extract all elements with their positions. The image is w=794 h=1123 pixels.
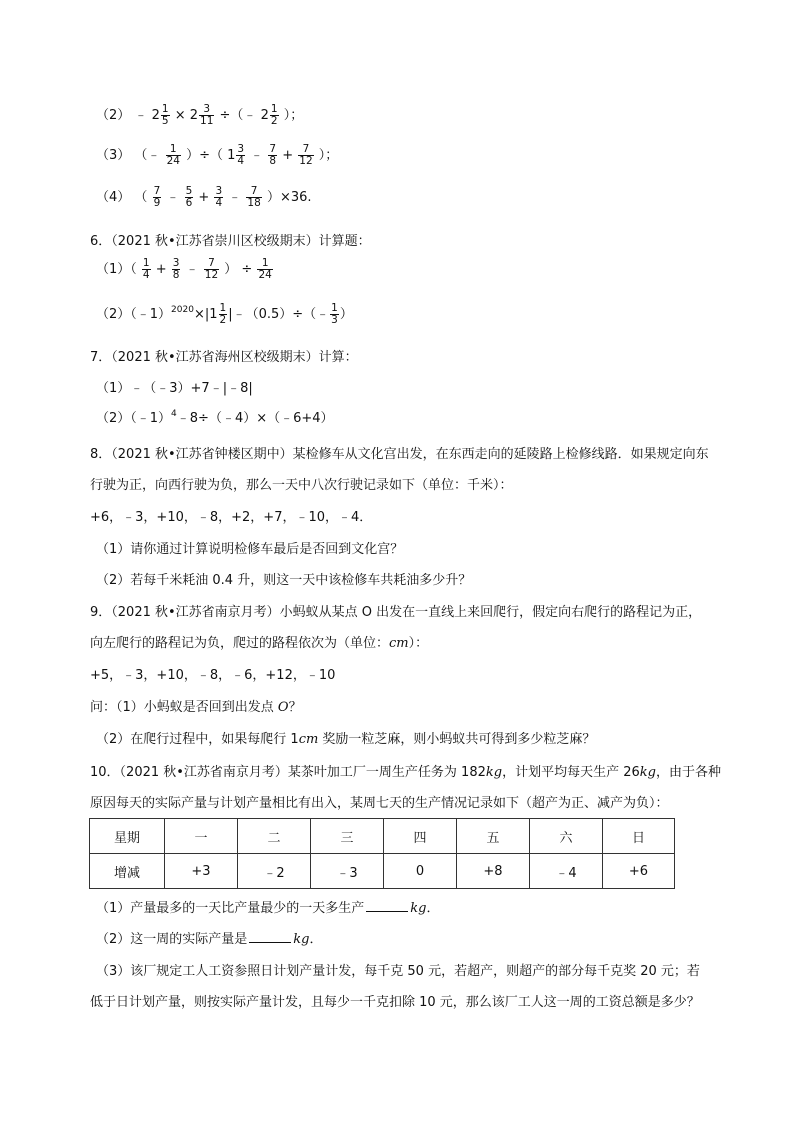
q10-sub3-line2: 低于日计划产量，则按实际产量计发，且每少一千克扣除 10 元，那么该厂工人这一周的工资总额是多少？: [90, 995, 700, 1010]
q9-line2: [90, 632, 428, 651]
divide-sign: ÷（﹣: [219, 108, 257, 123]
denominator: 12: [299, 155, 313, 167]
minus-sign: ﹣: [250, 148, 264, 163]
whole: 2: [260, 108, 269, 123]
text: ，由于各种: [655, 765, 721, 780]
minus-sign: ﹣: [166, 190, 180, 205]
fraction: [268, 144, 277, 167]
fraction: [166, 144, 181, 167]
denominator: 4: [142, 269, 150, 281]
numerator: 7: [246, 186, 261, 198]
production-table: [89, 818, 675, 889]
denominator: 8: [269, 155, 277, 167]
q10-sub1: [96, 897, 440, 916]
numerator: 3: [237, 143, 245, 155]
q8-line1: 8．（2021 秋•江苏省钟楼区期中）某检修车从文化宫出发，在东西走向的延陵路上检修线路．如果规定向东: [90, 447, 709, 462]
expression-part: ﹣8÷（﹣4）×（﹣6+4）: [176, 411, 334, 426]
fraction: [214, 186, 223, 209]
q9-sub1: [90, 696, 302, 715]
table-row: [90, 854, 675, 889]
part-label: （2）: [96, 108, 131, 123]
unit: kg: [293, 932, 310, 947]
unit: kg: [639, 765, 656, 780]
q9-records: +5，﹣3，+10，﹣8，﹣6，+12，﹣10: [90, 668, 336, 683]
q7-part2: [96, 407, 334, 426]
q10-line2: 原因每天的实际产量与计划产量相比有出入，某周七天的生产情况记录如下（超产为正、减产为负）：: [90, 796, 669, 811]
minus-sign: ﹣: [228, 190, 242, 205]
fraction: [153, 186, 162, 209]
table-header-row: [90, 819, 675, 854]
table-cell: +6: [603, 854, 675, 889]
numerator: 3: [172, 257, 180, 269]
closing: ）；: [318, 148, 339, 163]
q8-records: +6，﹣3，+10，﹣8，+2，+7，﹣10，﹣4．: [90, 510, 373, 525]
fraction: [330, 303, 339, 326]
text: 10．（2021 秋•江苏省南京月考）某茶叶加工厂一周生产任务为 182: [90, 765, 486, 780]
text: 问：（1）小蚂蚁是否回到出发点: [90, 700, 278, 715]
q9-line1: 9．（2021 秋•江苏省南京月考）小蚂蚁从某点 O 出发在一直线上来回爬行，假定向右爬行的路程记为正，: [90, 605, 702, 620]
table-cell: 六: [530, 819, 603, 854]
fraction: [204, 258, 219, 281]
operator: |﹣（0.5）÷（﹣: [228, 307, 330, 322]
exponent: 4: [171, 409, 177, 419]
mixed-number: [227, 143, 246, 167]
table-cell: 星期: [90, 819, 165, 854]
plus-sign: +: [198, 190, 210, 205]
table-cell: ﹣3: [311, 854, 384, 889]
table-cell: 五: [457, 819, 530, 854]
expression-part: （2）（﹣1）: [96, 411, 172, 426]
fraction: [161, 104, 170, 127]
table-cell: 日: [603, 819, 675, 854]
text: （2）在爬行过程中，如果每爬行 1: [96, 732, 299, 747]
q8-sub1: （1）请你通过计算说明检修车最后是否回到文化宫？: [96, 542, 404, 557]
part-label: （2）（﹣1）: [96, 307, 172, 322]
numerator: 3: [215, 185, 223, 197]
denominator: 18: [247, 197, 261, 209]
whole: 1: [227, 148, 236, 163]
closing: ）；: [283, 108, 304, 123]
plus-sign: +: [282, 148, 294, 163]
mixed-number: [260, 103, 280, 127]
open-paren: （: [134, 190, 148, 205]
denominator: 8: [172, 269, 180, 281]
unit: kg: [485, 765, 503, 780]
numerator: 1: [142, 257, 150, 269]
numerator: 1: [270, 103, 278, 115]
q10-line1: [90, 761, 721, 780]
q5-part2: [96, 104, 303, 127]
denominator: 6: [185, 197, 193, 209]
times-sign: ×: [174, 108, 186, 123]
q7-heading: 7．（2021 秋•江苏省海州区校级期末）计算：: [90, 350, 358, 365]
fraction: [172, 258, 181, 281]
table-cell: ﹣2: [238, 854, 311, 889]
answer-blank[interactable]: [249, 942, 291, 943]
text: （1）产量最多的一天比产量最少的一天多生产: [96, 901, 365, 916]
table-cell: +8: [457, 854, 530, 889]
denominator: 4: [237, 155, 245, 167]
fraction: [257, 258, 272, 281]
denominator: 3: [331, 314, 338, 326]
denominator: 12: [204, 269, 219, 281]
fraction: [142, 258, 151, 281]
denominator: 9: [153, 197, 161, 209]
numerator: 7: [153, 185, 161, 197]
text: ，计划平均每天生产 26: [502, 765, 640, 780]
fraction: [199, 104, 214, 127]
numerator: 1: [257, 258, 272, 270]
denominator: 2: [270, 115, 278, 127]
q10-sub3-line1: （3）该厂规定工人工资参照日计划产量计发，每千克 50 元，若超产，则超产的部分每千克奖 20 元；若: [96, 964, 700, 979]
q8-line2: 行驶为正，向西行驶为负，那么一天中八次行驶记录如下（单位：千米）：: [90, 478, 513, 493]
denominator: 24: [258, 269, 272, 281]
plus-sign: +: [155, 262, 167, 277]
q9-sub2: [96, 728, 595, 747]
part-label: （4）: [96, 190, 131, 205]
numerator: 1: [161, 103, 169, 115]
unit: cm: [298, 732, 319, 747]
text: ．: [309, 932, 323, 947]
open-paren: （﹣: [134, 148, 161, 163]
numerator: 1: [331, 302, 338, 314]
q6-part2: [96, 303, 353, 326]
minus-sign: ﹣: [134, 108, 148, 123]
exponent: 2020: [171, 305, 194, 315]
unit: kg: [410, 901, 427, 916]
q5-part3: [96, 144, 338, 167]
table-cell: 0: [384, 854, 457, 889]
table-cell: +3: [165, 854, 238, 889]
operator: ）÷（: [186, 148, 223, 163]
denominator: 5: [161, 115, 169, 127]
denominator: 2: [219, 314, 227, 326]
numerator: 7: [269, 143, 277, 155]
closing: ）×36.: [266, 190, 312, 205]
whole: 2: [189, 108, 199, 123]
table-cell: 四: [384, 819, 457, 854]
mixed-number: [151, 103, 171, 127]
numerator: 1: [166, 144, 181, 156]
text: ．: [426, 901, 440, 916]
table-cell: 三: [311, 819, 384, 854]
answer-blank[interactable]: [366, 911, 408, 912]
denominator: 24: [166, 155, 180, 167]
fraction: [236, 144, 245, 167]
q6-part1: [96, 258, 274, 281]
denominator: 11: [200, 115, 214, 127]
fraction: [185, 186, 194, 209]
denominator: 4: [215, 197, 223, 209]
part-label: （1）（: [96, 262, 137, 277]
numerator: 7: [204, 258, 219, 270]
text: ？: [288, 700, 302, 715]
text: ）：: [408, 636, 429, 651]
mixed-number: [189, 103, 216, 127]
numerator: 1: [219, 302, 227, 314]
text: 向左爬行的路程记为负，爬过的路程依次为（单位：: [90, 636, 390, 651]
part-label: （3）: [96, 148, 131, 163]
fraction: [246, 186, 261, 209]
minus-sign: ﹣: [185, 262, 199, 277]
q5-part4: [96, 186, 312, 209]
numerator: 5: [185, 185, 193, 197]
divide-sign: ） ÷: [224, 262, 253, 277]
numerator: 3: [199, 104, 214, 116]
text: 奖励一粒芝麻，则小蚂蚁共可得到多少粒芝麻？: [318, 732, 596, 747]
fraction: [298, 144, 313, 167]
numerator: 7: [298, 144, 313, 156]
fraction: [219, 303, 228, 326]
closing: ）: [339, 307, 353, 322]
q8-sub2: （2）若每千米耗油 0.4 升，则这一天中该检修车共耗油多少升？: [96, 573, 472, 588]
table-cell: 增减: [90, 854, 165, 889]
unit: cm: [389, 636, 409, 651]
whole: 2: [151, 108, 160, 123]
text: （2）这一周的实际产量是: [96, 932, 248, 947]
point-label: O: [277, 700, 289, 715]
fraction: [270, 104, 279, 127]
q6-heading: 6．（2021 秋•江苏省崇川区校级期末）计算题：: [90, 234, 371, 249]
q10-sub2: [96, 928, 323, 947]
q7-part1: （1）﹣（﹣3）+7﹣|﹣8|: [96, 381, 253, 396]
table-cell: 二: [238, 819, 311, 854]
operator: ×|1: [193, 307, 218, 322]
table-cell: ﹣4: [530, 854, 603, 889]
table-cell: 一: [165, 819, 238, 854]
